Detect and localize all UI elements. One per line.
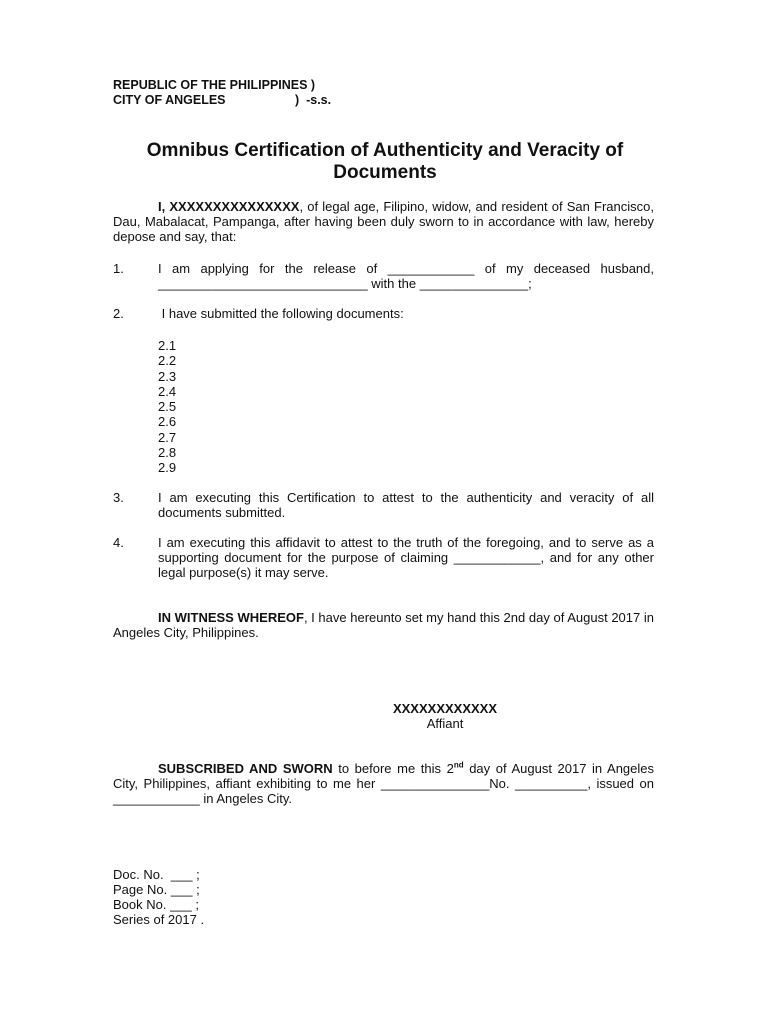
sub-item-2-6: 2.6: [158, 414, 177, 430]
witness-heading: IN WITNESS WHEREOF: [158, 610, 304, 625]
ordinal-suffix: nd: [453, 760, 464, 770]
venue-caption: [113, 78, 331, 108]
sub-item-2-7: 2.7: [158, 429, 177, 445]
item-number-3: 3.: [113, 490, 124, 505]
page-number: Page No. ___ ;: [113, 882, 200, 897]
witness-text: , I have hereunto set my hand this 2nd day of August 2017 in Angeles City, Philippines.: [113, 610, 655, 640]
sub-item-2-1: 2.1: [158, 338, 177, 353]
jurat-text-b: day of August 2017 in Angeles City, Philippines, affiant exhibiting to me her _______________No. __________, issued on ____________ in Angeles City.: [113, 761, 655, 806]
affiant-name: I, XXXXXXXXXXXXXXX: [158, 199, 300, 214]
signature-block: [385, 701, 505, 731]
sub-item-2-3: 2.3: [158, 368, 177, 384]
notarial-register: [113, 867, 204, 927]
item-text-4: I am executing this affidavit to attest to the truth of the foregoing, and to serve as a supporting document for the purpose of claiming ____________, and for any other legal purpose(s) it may serve.: [158, 535, 654, 580]
doc-number: Doc. No. ___ ;: [113, 867, 200, 882]
caption-line-republic: REPUBLIC OF THE PHILIPPINES ): [113, 78, 316, 92]
jurat-paragraph: [113, 761, 654, 806]
item-text-1: I am applying for the release of ____________ of my deceased husband, _____________________________ with the _______________;: [158, 261, 654, 291]
signatory-role: Affiant: [426, 716, 464, 731]
item-number-1: 1.: [113, 261, 124, 276]
document-sub-list: [158, 338, 176, 476]
item-text-3: I am executing this Certification to attest to the authenticity and veracity of all documents submitted.: [158, 490, 654, 520]
sub-item-2-5: 2.5: [158, 399, 177, 415]
item-number-2: 2.: [113, 306, 124, 321]
document-title: Omnibus Certification of Authenticity and Veracity of Documents: [146, 140, 624, 183]
item-text-2: I have submitted the following documents:: [158, 306, 404, 321]
series-year: Series of 2017 .: [113, 912, 205, 927]
book-number: Book No. ___ ;: [113, 897, 199, 912]
item-number-4: 4.: [113, 535, 124, 550]
sub-item-2-9: 2.9: [158, 460, 177, 476]
intro-paragraph: [113, 199, 654, 244]
sub-item-2-2: 2.2: [158, 353, 177, 369]
signatory-name: XXXXXXXXXXXX: [392, 701, 498, 716]
sub-item-2-8: 2.8: [158, 445, 177, 461]
witness-paragraph: [113, 610, 654, 640]
jurat-heading: SUBSCRIBED AND SWORN: [158, 761, 333, 776]
jurat-text-a: to before me this 2: [332, 761, 454, 776]
intro-text: , of legal age, Filipino, widow, and resident of San Francisco, Dau, Mabalacat, Pampanga, after having been duly sworn to in accordance with law, hereby depose and say, that:: [113, 199, 654, 244]
sub-item-2-4: 2.4: [158, 383, 177, 399]
caption-line-city: CITY OF ANGELES ) -s.s.: [113, 93, 332, 107]
